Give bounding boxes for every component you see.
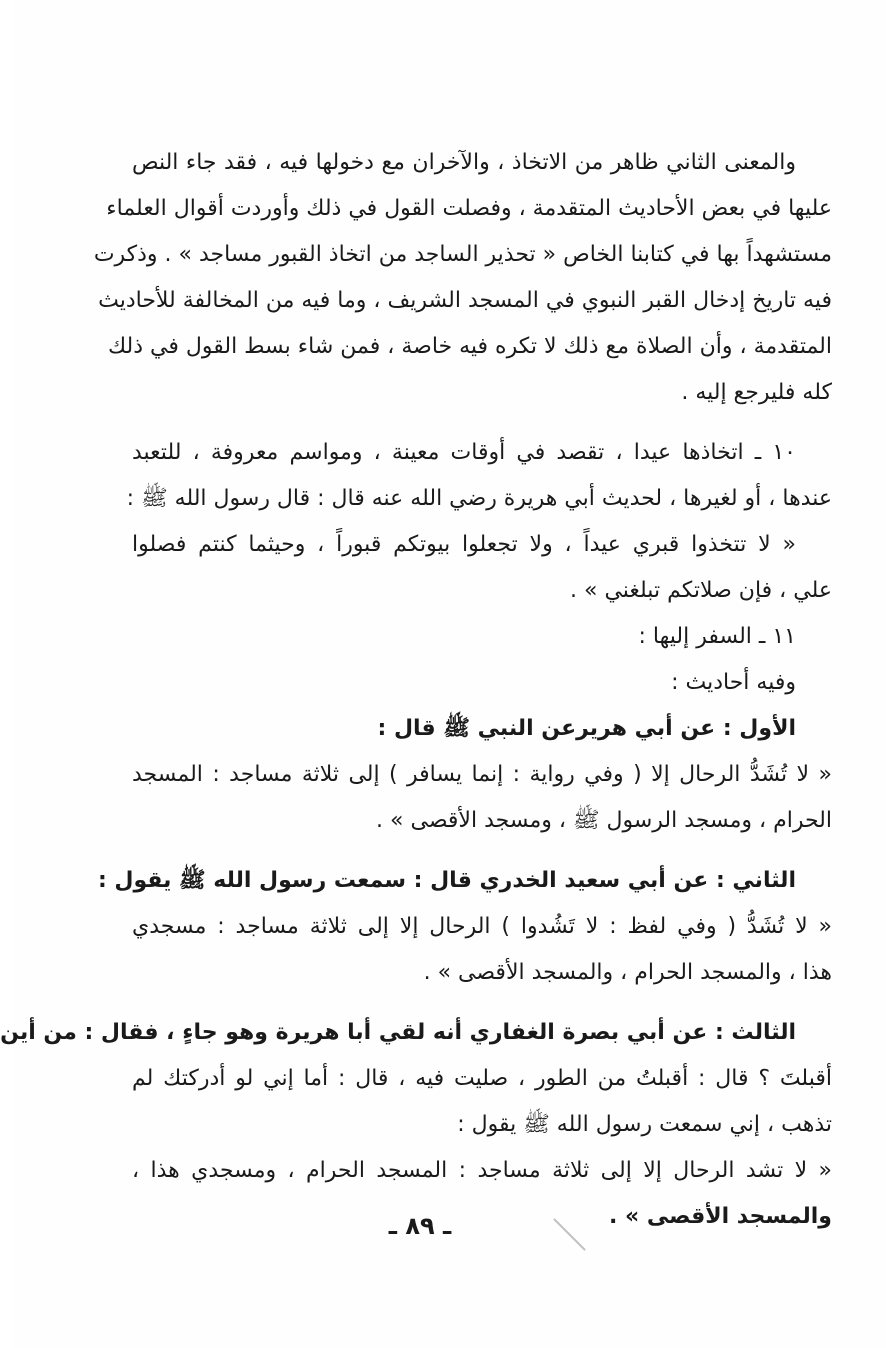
text-line: تذهب ، إني سمعت رسول الله ﷺ يقول : [457, 1112, 832, 1137]
page-body-text [0, 140, 832, 1240]
hadith-line: « لا تُشَدُّ ( وفي لفظ : لا تَشُدوا ) الرحال إلا إلى ثلاثة مساجد : مسجدي [132, 914, 832, 939]
text-line: عليها في بعض الأحاديث المتقدمة ، وفصلت القول في ذلك وأوردت أقوال العلماء [106, 196, 832, 221]
text-line: وفيه أحاديث : [671, 670, 796, 695]
text-line: مستشهداً بها في كتابنا الخاص « تحذير الساجد من اتخاذ القبور مساجد » . وذكرت [93, 242, 832, 267]
text-line: عندها ، أو لغيرها ، لحديث أبي هريرة رضي الله عنه قال : قال رسول الله ﷺ : [126, 486, 832, 511]
text-line: فيه تاريخ إدخال القبر النبوي في المسجد الشريف ، وما فيه من المخالفة للأحاديث [98, 288, 832, 313]
hadith-line: « لا تُشَدُّ الرحال إلا ( وفي رواية : إنما يسافر ) إلى ثلاثة مساجد : المسجد [132, 762, 832, 787]
item-11-heading: ١١ ـ السفر إليها : [638, 624, 796, 649]
hadith-third-heading: الثالث : عن أبي بصرة الغفاري أنه لقي أبا هريرة وهو جاءٍ ، فقال : من أين [0, 1020, 796, 1045]
item-10-heading-line: ١٠ ـ اتخاذها عيدا ، تقصد في أوقات معينة ، ومواسم معروفة ، للتعبد [132, 440, 796, 465]
hadith-second-heading: الثاني : عن أبي سعيد الخدري قال : سمعت رسول الله ﷺ يقول : [97, 868, 796, 893]
text-line: كله فليرجع إليه . [681, 380, 832, 405]
text-line: والمعنى الثاني ظاهر من الاتخاذ ، والآخران مع دخولها فيه ، فقد جاء النص [132, 150, 796, 175]
hadith-line: هذا ، والمسجد الحرام ، والمسجد الأقصى » . [423, 960, 832, 985]
hadith-line: والمسجد الأقصى » . [609, 1204, 832, 1229]
hadith-first-heading: الأول : عن أبي هريرعن النبي ﷺ قال : [377, 716, 796, 741]
text-line: المتقدمة ، وأن الصلاة مع ذلك لا تكره فيه خاصة ، فمن شاء بسط القول في ذلك [108, 334, 832, 359]
hadith-line: « لا تتخذوا قبري عيداً ، ولا تجعلوا بيوتكم قبوراً ، وحيثما كنتم فصلوا [132, 532, 796, 557]
hadith-line: علي ، فإن صلاتكم تبلغني » . [570, 578, 832, 603]
text-line: أقبلتَ ؟ قال : أقبلتُ من الطور ، صليت فيه ، قال : أما إني لو أدركتك لم [132, 1066, 832, 1091]
hadith-line: « لا تشد الرحال إلا إلى ثلاثة مساجد : المسجد الحرام ، ومسجدي هذا ، [132, 1158, 832, 1183]
hadith-line: الحرام ، ومسجد الرسول ﷺ ، ومسجد الأقصى » . [376, 808, 832, 833]
page-number: ـ ٨٩ ـ [388, 1212, 452, 1240]
